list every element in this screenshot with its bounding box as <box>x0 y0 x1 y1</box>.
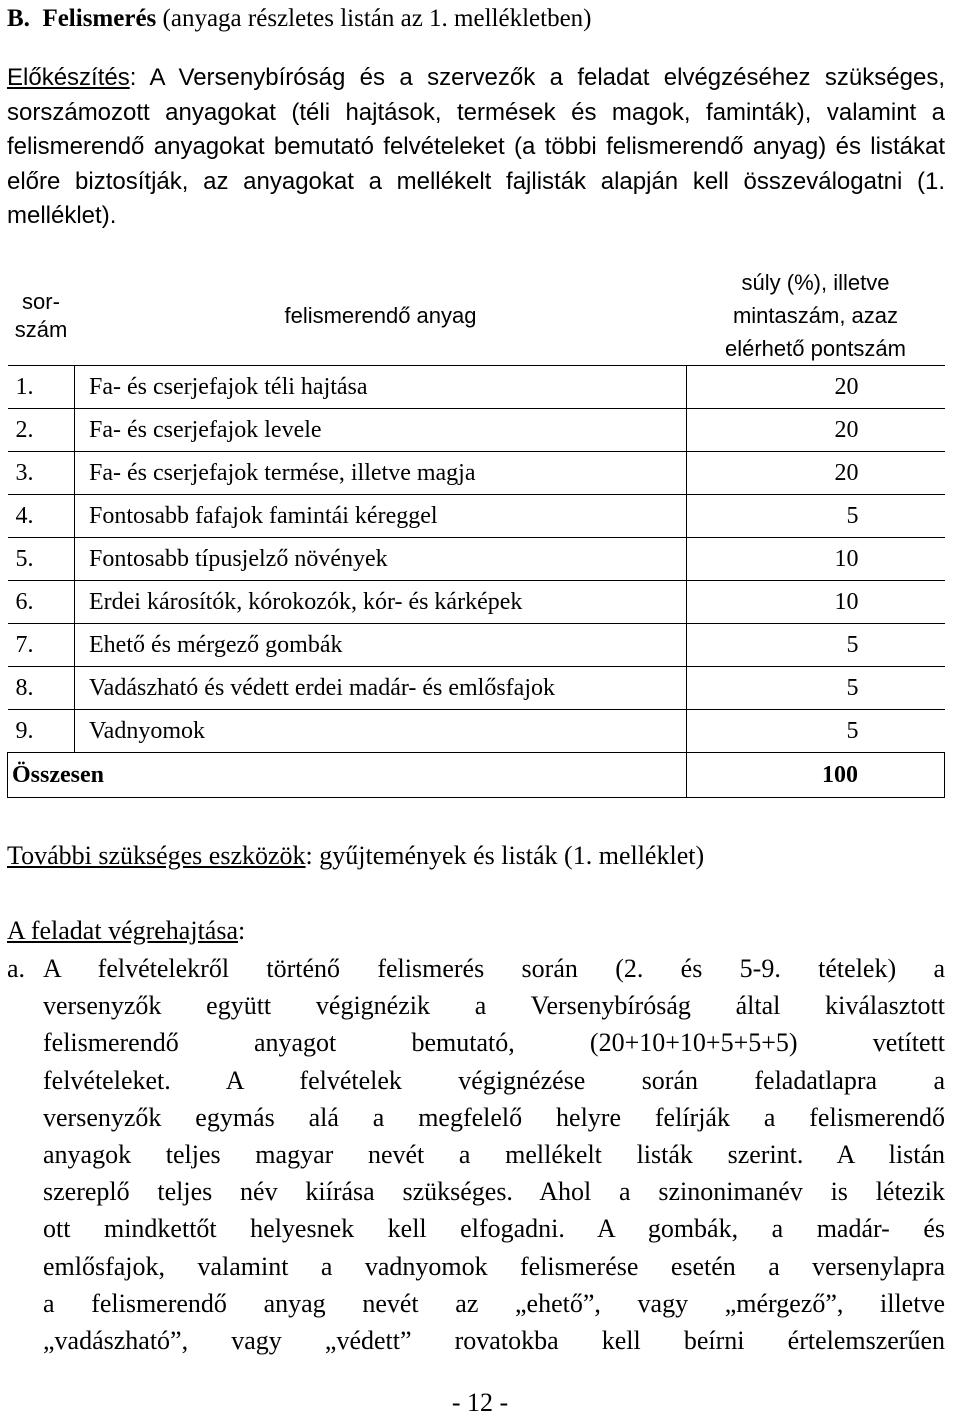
row-number: 8. <box>8 667 75 710</box>
row-material: Vadnyomok <box>75 710 687 753</box>
row-material: Erdei károsítók, kórokozók, kór- és kárképek <box>75 581 687 624</box>
task-item-label: a. <box>7 954 26 983</box>
row-material: Ehető és mérgező gombák <box>75 624 687 667</box>
tools-text: gyűjtemények és listák (1. melléklet) <box>319 841 705 870</box>
materials-table <box>7 266 945 798</box>
row-value: 5 <box>687 667 945 710</box>
task-label: A feladat végrehajtása <box>7 916 238 945</box>
row-number: 1. <box>8 366 75 409</box>
task-line: „vadászható”, vagy „védett” rovatokba kell beírni értelemszerűen <box>43 1326 945 1356</box>
tools-label: További szükséges eszközök <box>7 841 306 870</box>
row-number: 3. <box>8 452 75 495</box>
task-line: versenyzők egymás alá a megfelelő helyre felírják a felismerendő <box>43 1102 945 1132</box>
row-value: 10 <box>687 538 945 581</box>
page-number: - 12 - <box>451 1388 509 1417</box>
row-value: 5 <box>687 710 945 753</box>
preparation-paragraph: Előkészítés: A Versenybíróság és a szervezők a feladat elvégzéséhez szükséges, sorszámozott anyagokat (téli hajtások, termések és magok, faminták), valamint a felismerendő anyagokat bemutató felvételeket (a többi felismerendő anyag) és listákat előre biztosítják, az anyagokat a mellékelt fajlisták alapján kell összeválogatni (1. melléklet). <box>7 64 945 229</box>
row-number: 2. <box>8 409 75 452</box>
task-line: ott mindkettőt helyesnek kell elfogadni. A gombák, a madár- és <box>43 1214 945 1244</box>
table-total-row <box>8 753 945 798</box>
table-row <box>8 452 945 495</box>
task-line: szereplő teljes név kiírása szükséges. Ahol a szinonimanév is létezik <box>43 1177 945 1207</box>
task-line: felismerendő anyagot bemutató, (20+10+10+5+5+5) vetített <box>43 1028 945 1058</box>
table-row <box>8 710 945 753</box>
row-value: 5 <box>687 624 945 667</box>
table-row <box>8 538 945 581</box>
row-number: 5. <box>8 538 75 581</box>
table-row <box>8 366 945 409</box>
row-value: 5 <box>687 495 945 538</box>
table-row <box>8 624 945 667</box>
preparation-text: A Versenybíróság és a szervezők a feladat elvégzéséhez szükséges, sorszámozott anyagokat (téli hajtások, termések és magok, faminták), valamint a felismerendő anyagokat bemutató felvételeket (a többi felismerendő anyag) és listákat előre biztosítják, az anyagokat a mellékelt fajlisták alapján kell összeválogatni (1. melléklet). <box>7 64 945 229</box>
section-title: Felismerés <box>42 5 157 32</box>
row-material: Fontosabb fafajok famintái kéreggel <box>75 495 687 538</box>
task-line: emlősfajok, valamint a vadnyomok felismerése esetén a versenylapra <box>43 1251 945 1281</box>
row-number: 4. <box>8 495 75 538</box>
task-line: versenyzők együtt végignézik a Versenybíróság által kiválasztott <box>43 991 945 1021</box>
header-number: sor- szám <box>14 288 68 342</box>
section-heading <box>7 4 945 38</box>
task-line: A felvételekről történő felismerés során (2. és 5-9. tételek) a <box>43 954 945 983</box>
row-material: Fa- és cserjefajok termése, illetve magja <box>75 452 687 495</box>
row-material: Fa- és cserjefajok levele <box>75 409 687 452</box>
table-row <box>8 581 945 624</box>
task-heading: A feladat végrehajtása: <box>7 916 246 945</box>
header-weight: súly (%), illetve mintaszám, azaz elérhető pontszám <box>725 270 906 361</box>
table-header-row <box>8 266 945 366</box>
header-material: felismerendő anyag <box>284 302 477 328</box>
task-line: a felismerendő anyag nevét az „ehető”, vagy „mérgező”, illetve <box>43 1288 945 1318</box>
task-paragraph <box>7 950 945 1359</box>
table-row <box>8 409 945 452</box>
row-number: 7. <box>8 624 75 667</box>
task-line: felvételeket. A felvételek végignézése során feladatlapra a <box>43 1065 945 1095</box>
table-row <box>8 495 945 538</box>
row-value: 20 <box>687 366 945 409</box>
task-line: anyagok teljes magyar nevét a mellékelt listák szerint. A listán <box>43 1140 945 1170</box>
table-row <box>8 667 945 710</box>
row-number: 9. <box>8 710 75 753</box>
total-value: 100 <box>687 753 945 798</box>
row-value: 10 <box>687 581 945 624</box>
row-value: 20 <box>687 409 945 452</box>
row-value: 20 <box>687 452 945 495</box>
section-label: B. <box>7 5 30 32</box>
total-label: Összesen <box>8 753 687 798</box>
preparation-label: Előkészítés <box>7 64 130 91</box>
row-material: Vadászható és védett erdei madár- és emlősfajok <box>75 667 687 710</box>
row-number: 6. <box>8 581 75 624</box>
document-page <box>7 0 945 234</box>
section-note: (anyaga részletes listán az 1. mellékletben) <box>162 5 592 32</box>
task-body <box>43 950 945 1359</box>
row-material: Fa- és cserjefajok téli hajtása <box>75 366 687 409</box>
tools-line: További szükséges eszközök: gyűjtemények és listák (1. melléklet) <box>7 841 705 870</box>
row-material: Fontosabb típusjelző növények <box>75 538 687 581</box>
